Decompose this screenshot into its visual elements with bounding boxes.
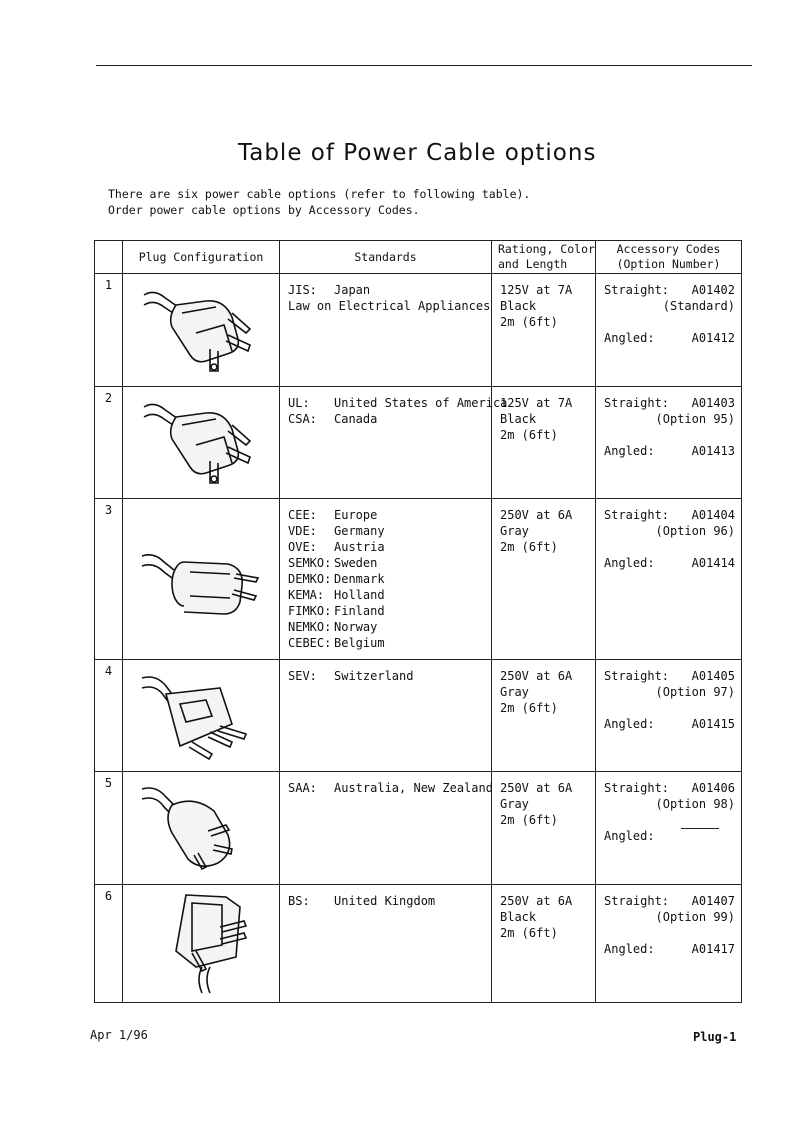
row-number: 2 xyxy=(95,387,123,499)
standard-entry xyxy=(288,587,485,603)
accessory-cell xyxy=(596,387,742,499)
angled-line xyxy=(604,555,735,571)
table-row xyxy=(95,884,742,1002)
straight-line xyxy=(604,507,735,523)
standards-cell xyxy=(280,499,492,660)
standards-cell xyxy=(280,274,492,387)
header-rating-line: Rationg, Color xyxy=(498,242,595,256)
straight-label: Straight: xyxy=(604,396,670,411)
standard-entry xyxy=(288,603,485,619)
rating-line: Gray xyxy=(500,797,529,812)
straight-label: Straight: xyxy=(604,508,670,523)
standard-entry xyxy=(288,282,485,298)
standard-code: CEE: xyxy=(288,508,317,523)
standard-code: UL: xyxy=(288,396,310,411)
straight-label: Straight: xyxy=(604,283,670,297)
uk-plug-icon xyxy=(123,884,280,1002)
straight-line xyxy=(604,780,735,796)
rating-cell xyxy=(492,387,596,499)
table-row xyxy=(95,660,742,772)
rating-line: 125V at 7A xyxy=(500,396,573,411)
standard-code: OVE: xyxy=(288,540,317,555)
standard-country: Austria xyxy=(334,540,385,555)
footer-page-number: Plug-1 xyxy=(693,1030,737,1044)
standard-country: Law on Electrical Appliances xyxy=(288,299,491,313)
straight-line xyxy=(604,668,735,684)
rating-line: 2m (6ft) xyxy=(500,540,558,555)
standard-country: Belgium xyxy=(334,636,385,651)
standard-code: CEBEC: xyxy=(288,636,332,651)
angled-code: A01414 xyxy=(691,556,735,571)
header-accessory-codes xyxy=(596,241,742,274)
straight-line xyxy=(604,893,735,909)
angled-line xyxy=(604,828,735,844)
straight-code: A01404 xyxy=(691,508,735,523)
straight-label: Straight: xyxy=(604,893,670,908)
nema-5-15-plug-icon xyxy=(123,274,280,387)
standard-entry xyxy=(288,571,485,587)
standard-country: Australia, New Zealand xyxy=(334,781,493,796)
intro-text xyxy=(108,186,530,218)
standard-country: Norway xyxy=(334,620,378,635)
rating-line: 250V at 6A xyxy=(500,781,573,796)
standard-code: CSA: xyxy=(288,412,317,427)
rating-line: 250V at 6A xyxy=(500,669,573,684)
header-number xyxy=(95,241,123,274)
angled-line xyxy=(604,443,735,459)
footer-date: Apr 1/96 xyxy=(90,1028,148,1042)
row-number: 6 xyxy=(95,884,123,1002)
table-header-row xyxy=(95,241,742,274)
straight-label: Straight: xyxy=(604,669,670,684)
rating-line: 2m (6ft) xyxy=(500,315,558,329)
table-row xyxy=(95,274,742,387)
accessory-cell xyxy=(596,884,742,1002)
rating-line: 250V at 6A xyxy=(500,893,573,908)
standard-entry xyxy=(288,619,485,635)
straight-label: Straight: xyxy=(604,781,670,796)
angled-label: Angled: xyxy=(604,829,655,844)
option-number: (Option 98) xyxy=(655,797,735,812)
standard-country: Finland xyxy=(334,604,385,619)
header-rating xyxy=(492,241,596,274)
straight-code: A01405 xyxy=(691,669,735,684)
straight-line xyxy=(604,395,735,411)
angled-label: Angled: xyxy=(604,941,655,956)
intro-line: Order power cable options by Accessory Codes. xyxy=(108,203,420,217)
header-accessory-line: (Option Number) xyxy=(616,257,721,271)
standard-entry xyxy=(288,523,485,539)
angled-label: Angled: xyxy=(604,717,655,732)
standard-country: Europe xyxy=(334,508,378,523)
standard-entry xyxy=(288,668,485,684)
header-plug-configuration: Plug Configuration xyxy=(123,241,280,274)
option-number: (Option 99) xyxy=(655,909,735,924)
standard-code: FIMKO: xyxy=(288,604,332,619)
standard-country: Holland xyxy=(334,588,385,603)
rating-cell xyxy=(492,499,596,660)
angled-label: Angled: xyxy=(604,444,655,459)
header-standards: Standards xyxy=(280,241,492,274)
rating-line: Black xyxy=(500,299,537,313)
angled-code: A01417 xyxy=(691,941,735,956)
standard-country: Sweden xyxy=(334,556,378,571)
table-row xyxy=(95,772,742,884)
rating-cell xyxy=(492,660,596,772)
standard-country: Canada xyxy=(334,412,378,427)
angled-not-available-dash xyxy=(681,828,719,844)
straight-line xyxy=(604,282,735,298)
standard-code: BS: xyxy=(288,893,310,908)
option-number: (Option 97) xyxy=(655,685,735,700)
standard-country: Denmark xyxy=(334,572,385,587)
standard-code: VDE: xyxy=(288,524,317,539)
rating-line: 125V at 7A xyxy=(500,283,573,297)
option-number: (Option 96) xyxy=(655,524,735,539)
straight-code: A01407 xyxy=(691,893,735,908)
standard-code: JIS: xyxy=(288,283,317,297)
standards-cell xyxy=(280,772,492,884)
rating-line: Black xyxy=(500,909,537,924)
angled-code: A01415 xyxy=(691,717,735,732)
standard-entry xyxy=(288,555,485,571)
page-title: Table of Power Cable options xyxy=(238,140,597,166)
standard-entry xyxy=(288,507,485,523)
top-rule xyxy=(96,65,752,66)
rating-cell xyxy=(492,274,596,387)
header-rating-line: and Length xyxy=(498,257,568,271)
accessory-cell xyxy=(596,660,742,772)
standard-country: United States of America xyxy=(334,396,508,411)
standard-country: Germany xyxy=(334,524,385,539)
angled-line xyxy=(604,716,735,732)
angled-code: A01412 xyxy=(691,331,735,345)
row-number: 5 xyxy=(95,772,123,884)
header-accessory-line: Accessory Codes xyxy=(616,242,721,256)
rating-cell xyxy=(492,884,596,1002)
standards-cell xyxy=(280,387,508,499)
straight-code: A01402 xyxy=(691,283,735,297)
standard-code: KEMA: xyxy=(288,588,325,603)
standard-entry xyxy=(288,780,493,796)
rating-line: Gray xyxy=(500,685,529,700)
standards-cell xyxy=(280,884,492,1002)
schuko-plug-icon xyxy=(123,499,280,660)
angled-label: Angled: xyxy=(604,556,655,571)
table-row xyxy=(95,499,742,660)
straight-code: A01403 xyxy=(691,396,735,411)
standard-entry xyxy=(288,411,485,427)
standard-code: SEV: xyxy=(288,669,317,684)
standard-entry xyxy=(288,539,485,555)
standard-entry xyxy=(288,893,485,909)
angled-label: Angled: xyxy=(604,331,655,345)
intro-line: There are six power cable options (refer to following table). xyxy=(108,187,531,201)
row-number: 1 xyxy=(95,274,123,387)
standard-code: NEMKO: xyxy=(288,620,332,635)
row-number: 3 xyxy=(95,499,123,660)
rating-line: 250V at 6A xyxy=(500,508,573,523)
straight-code: A01406 xyxy=(691,781,735,796)
accessory-cell xyxy=(596,274,742,387)
rating-line: Black xyxy=(500,412,537,427)
angled-line xyxy=(604,330,735,346)
rating-line: 2m (6ft) xyxy=(500,701,558,716)
row-number: 4 xyxy=(95,660,123,772)
australian-plug-icon xyxy=(123,772,280,884)
option-number: (Standard) xyxy=(662,299,735,313)
table-row xyxy=(95,387,742,499)
option-number: (Option 95) xyxy=(655,412,735,427)
standard-country: Japan xyxy=(334,283,371,297)
standard-country: Switzerland xyxy=(334,669,414,684)
rating-line: 2m (6ft) xyxy=(500,428,558,443)
standard-entry xyxy=(288,635,485,651)
rating-line: 2m (6ft) xyxy=(500,813,558,828)
rating-cell xyxy=(492,772,596,884)
accessory-cell xyxy=(596,499,742,660)
standard-code: SEMKO: xyxy=(288,556,332,571)
swiss-plug-icon xyxy=(123,660,280,772)
standard-entry xyxy=(288,298,491,314)
rating-line: 2m (6ft) xyxy=(500,925,558,940)
standard-entry xyxy=(288,395,508,411)
standards-cell xyxy=(280,660,492,772)
nema-5-15-plug-icon xyxy=(123,387,280,499)
angled-line xyxy=(604,941,735,957)
angled-code: A01413 xyxy=(691,444,735,459)
power-cable-table xyxy=(94,240,742,1003)
standard-code: DEMKO: xyxy=(288,572,332,587)
accessory-cell xyxy=(596,772,742,884)
rating-line: Gray xyxy=(500,524,529,539)
standard-country: United Kingdom xyxy=(334,893,436,908)
standard-code: SAA: xyxy=(288,781,317,796)
